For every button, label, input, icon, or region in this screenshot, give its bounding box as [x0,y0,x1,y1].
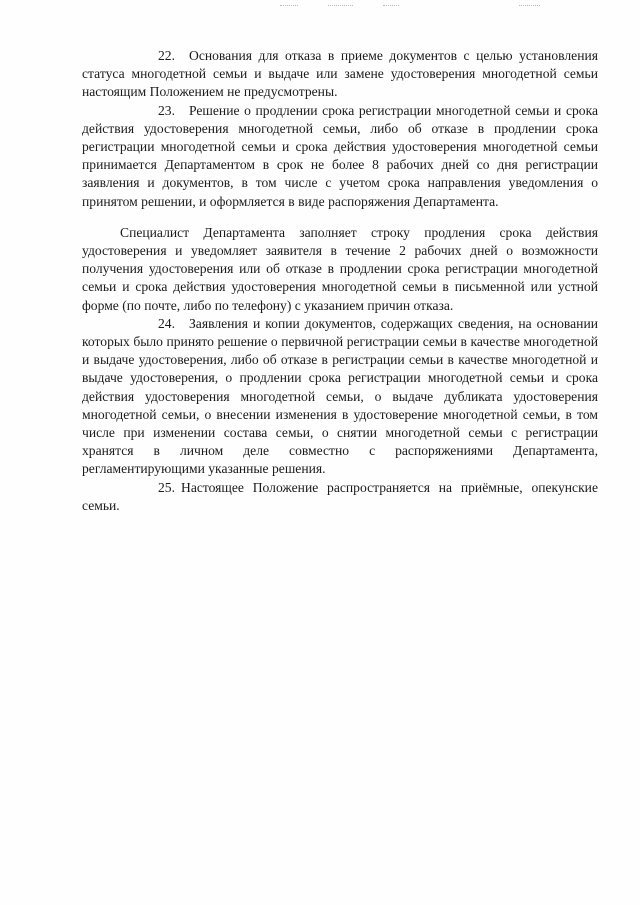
scan-mark [519,5,540,7]
paragraph-number: 23. [158,102,175,118]
paragraph-text: Специалист Департамента заполняет строку продления срока действия удостоверения и уведомляет заявителя в течение 2 рабочих дней о возможности получения удостоверения или об отказе в продлении срока регистрации многодетной семьи и срока действия удостоверения многодетной семьи в письменной или устной форме (по почте, либо по телефону) с указанием причин отказа. [82,224,598,313]
paragraph-specialist [82,224,598,315]
paragraph-text: Настоящее Положение распространяется на приёмные, опекунские семьи. [82,479,598,513]
paragraph-22 [82,47,598,102]
paragraph-25 [82,479,598,515]
paragraph-text: Решение о продлении срока регистрации многодетной семьи и срока действия удостоверения многодетной семьи, либо об отказе в продлении срока регистрации многодетной семьи и срока действия удостоверения многодетной семьи принимается Департаментом в срок не более 8 рабочих дней со дня регистрации заявления и документов, в том числе с учетом срока направления уведомления о принятом решении, и оформляется в виде распоряжения Департамента. [82,102,598,209]
paragraph-23 [82,102,598,211]
scan-mark [328,5,353,7]
paragraph-text: Заявления и копии документов, содержащих сведения, на основании которых было принято решение о первичной регистрации семьи в качестве многодетной и выдаче удостоверения, либо об отказе в регистрации семьи в качестве многодетной и выдаче удостоверения, о продлении срока регистрации многодетной семьи и срока действия удостоверения многодетной семьи, о выдаче дубликата удостоверения многодетной семьи, о внесении изменения в удостоверение многодетной семьи, в том числе при изменении состава семьи, о снятии многодетной семьи с регистрации хранятся в личном деле совместно с распоряжениями Департамента, регламентирующими указанные решения. [82,315,598,477]
scan-artifact-marks [280,2,540,8]
paragraph-24 [82,315,598,479]
paragraph-number: 22. [158,48,175,63]
scan-mark [383,5,399,7]
paragraph-text: Основания для отказа в приеме документов с целью установления статуса многодетной семьи и выдаче или замене удостоверения многодетной семьи настоящим Положением не предусмотрены. [82,48,598,100]
document-body [82,47,598,515]
paragraph-number: 25. [158,479,175,495]
scan-mark [280,5,298,7]
paragraph-number: 24. [158,315,175,331]
